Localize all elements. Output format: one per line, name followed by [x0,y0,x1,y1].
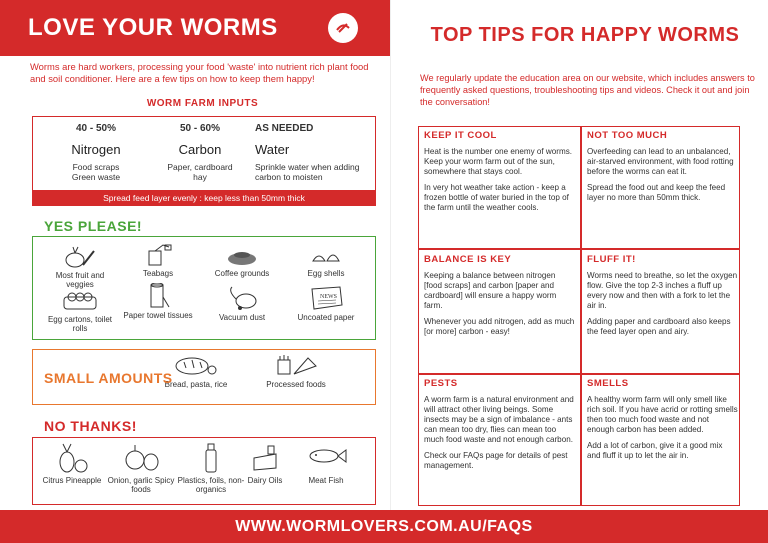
tip-pests [419,378,575,471]
yes-item-label: Teabags [142,269,174,278]
tip-body [419,395,575,471]
no-item-label: Meat Fish [308,476,344,485]
tip-heading: NOT TOO MUCH [587,130,668,141]
no-item [37,442,107,485]
spread-note: Spread feed layer evenly : keep less than 50mm thick [32,190,376,206]
yes-item [203,243,281,278]
tip-paragraph: Heat is the number one enemy of worms. Keep your worm farm out of the sun, somewhere that stays cool. [424,147,573,176]
vacuum-icon [222,285,262,311]
input-desc: Paper, cardboard hay [167,162,233,182]
tip-paragraph: Whenever you add nitrogen, add as much [or more] carbon - easy! [424,317,575,336]
small-item [257,354,335,389]
small-item-label: Processed foods [266,380,326,389]
tip-heading: PESTS [424,378,458,389]
coffee-grounds-icon [225,243,259,267]
yes-item-label: Uncoated paper [297,313,355,322]
input-name: Water [255,142,290,157]
small-item-label: Bread, pasta, rice [164,380,228,389]
tip-paragraph: Spread the food out and keep the feed layer no more than 50mm thick. [587,183,726,202]
input-name: Carbon [178,142,222,157]
yes-item-label: Paper towel tissues [123,311,193,320]
input-desc: Food scraps Green waste [71,162,121,182]
yes-item-label: Vacuum dust [218,313,266,322]
yes-item [287,243,365,278]
yes-item [287,285,365,322]
onion-garlic-icon [121,442,161,474]
page-divider [390,0,391,510]
no-thanks-title: NO THANKS! [44,418,137,434]
yes-item [119,243,197,278]
no-item [237,442,293,485]
tip-paragraph: Worms need to breathe, so let the oxygen flow. Give the top 2-3 inches a fluff up every now and then with a fork to let the air in. [587,271,738,310]
tip-paragraph: Adding paper and cardboard also keeps the feed layer open and airy. [587,317,731,336]
right-intro: We regularly update the education area on our website, which includes answers to frequently asked questions, troubleshooting tips and videos. Check it out and join the conversation! [420,73,755,107]
inputs-heading: WORM FARM INPUTS [146,98,259,109]
yes-please-title: YES PLEASE! [44,218,143,234]
yes-item-label: Egg shells [307,269,345,278]
tip-body [582,271,738,337]
no-item [105,442,177,494]
dairy-icon [248,442,282,474]
egg-shells-icon [309,243,343,267]
input-name: Nitrogen [71,142,121,157]
tip-heading: FLUFF IT! [587,254,636,265]
tip-paragraph: Check our FAQs page for details of pest management. [424,451,568,470]
tip-heading: BALANCE IS KEY [424,254,512,265]
input-percent: AS NEEDED [255,123,314,134]
input-percent: 50 - 60% [179,123,221,134]
newspaper-label: NEWS [320,294,337,300]
yes-item [41,289,119,333]
tip-body [582,395,738,461]
left-header-bar [0,0,390,56]
input-desc: Sprinkle water when adding carbon to moisten [255,162,360,182]
footer-bar [0,510,768,543]
yes-item-label: Egg cartons, toilet rolls [47,315,113,333]
yes-item [41,245,119,289]
tip-paragraph: Overfeeding can lead to an unbalanced, air-starved environment, with food rotting before the worms can eat it. [587,147,734,176]
yes-item-label: Most fruit and veggies [55,271,105,289]
input-column-nitrogen [41,123,151,182]
vegetables-icon [63,245,97,269]
right-title: TOP TIPS FOR HAPPY WORMS [430,24,740,46]
plastic-bottle-icon [194,442,228,474]
brand-logo-icon [328,13,358,43]
no-item-label: Citrus Pineapple [42,476,102,485]
tip-balance-is-key [419,254,575,337]
pineapple-icon [55,442,89,474]
yes-item [203,285,281,322]
egg-carton-icon [60,289,100,313]
newspaper-icon [306,285,346,311]
inputs-box [32,116,376,190]
tip-heading: KEEP IT COOL [424,130,497,141]
tip-heading: SMELLS [587,378,629,389]
tip-paragraph: In very hot weather take action - keep a frozen bottle of water buried in the top of the farm until the weather cools. [424,183,569,212]
no-item-label: Plastics, foils, non-organics [177,476,245,494]
left-title: LOVE YOUR WORMS [28,14,278,41]
no-item-label: Onion, garlic Spicy foods [107,476,175,494]
tip-smells [582,378,738,461]
tip-body [419,271,575,337]
tip-body [582,147,738,203]
yes-item [119,283,197,320]
yes-item-label: Coffee grounds [214,269,270,278]
bread-icon [174,354,218,378]
small-amounts-title: SMALL AMOUNTS [44,370,173,386]
tip-body [419,147,575,213]
tip-fluff-it [582,254,738,337]
no-thanks-box [32,437,376,505]
grid-divider [419,373,739,375]
left-intro: Worms are hard workers, processing your food 'waste' into nutrient rich plant food and soil conditioner. Here are a few tips on how to keep them happy! [30,61,369,84]
yes-please-box [32,236,376,340]
tip-paragraph: A healthy worm farm will only smell like rich soil. If you have acrid or rotting smells then too much food waste and not enough carbon has been added. [587,395,738,434]
tip-paragraph: Keeping a balance between nitrogen [food scraps] and carbon [paper and cardboard] will ensure a happy worm farm. [424,271,557,310]
tips-grid [418,126,740,506]
tip-paragraph: A worm farm is a natural environment and will attract other living beings. Some insects may be a sign of imbalance - ants can mean too dry, flies can mean too much food waste and not enough carbon. [424,395,574,444]
teabag-icon [143,243,173,267]
tip-keep-it-cool [419,130,575,213]
tip-not-too-much [582,130,738,203]
grid-divider [419,248,739,250]
paper-towel-icon [143,283,173,309]
input-column-water [255,123,373,182]
tip-paragraph: Add a lot of carbon, give it a good mix and fluff it up to let the air in. [587,441,723,460]
left-panel [0,0,390,510]
input-percent: 40 - 50% [75,123,117,134]
input-column-carbon [145,123,255,182]
footer-url-link[interactable]: WWW.WORMLOVERS.COM.AU/FAQS [235,518,533,535]
no-item-label: Dairy Oils [247,476,283,485]
fish-icon [304,442,348,474]
processed-food-icon [274,354,318,378]
no-item [295,442,357,485]
